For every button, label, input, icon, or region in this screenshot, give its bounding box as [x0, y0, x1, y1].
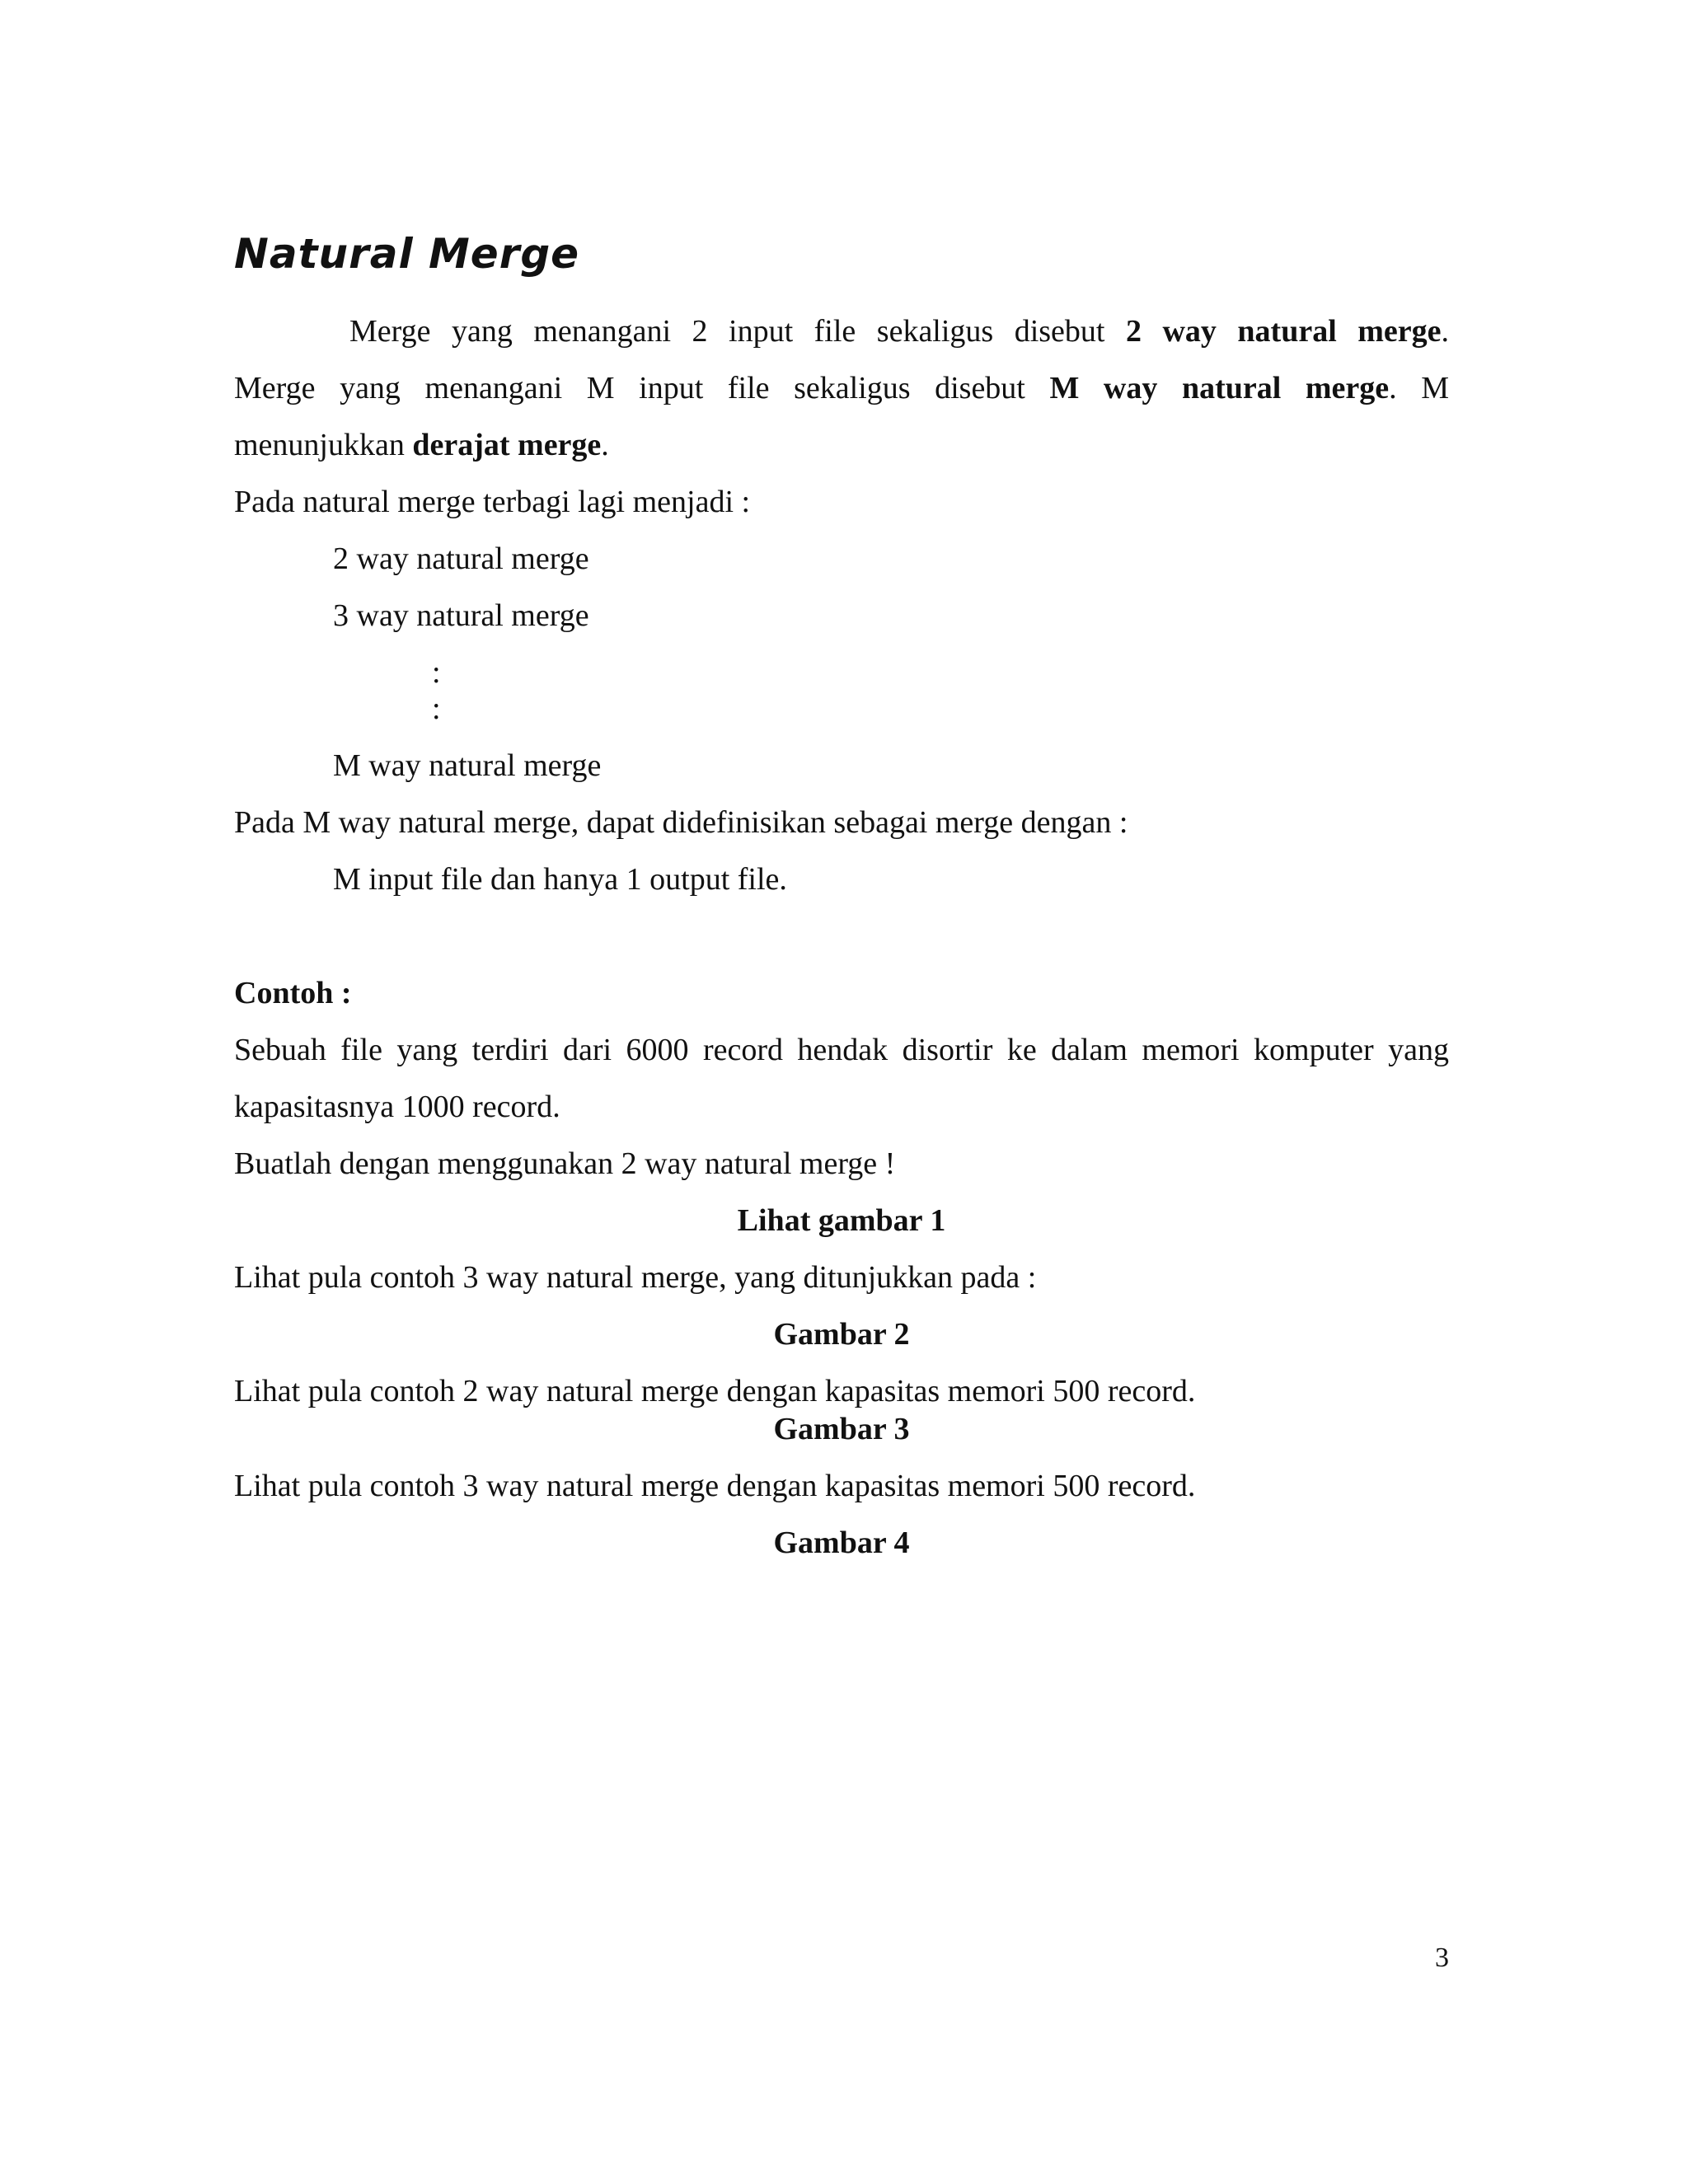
- text-run: .: [601, 428, 609, 462]
- text-run: menunjukkan: [234, 428, 405, 462]
- text-run: Merge yang menangani 2 input file sekaligus disebut: [349, 314, 1105, 349]
- paragraph-line-3: [234, 426, 609, 464]
- see-also-line-2: Lihat pula contoh 2 way natural merge dengan kapasitas memori 500 record.: [234, 1374, 1196, 1408]
- page-number: 3: [1435, 1943, 1449, 1973]
- example-text-line-1: Sebuah file yang terdiri dari 6000 record hendak disortir ke dalam memori komputer yang: [234, 1033, 1449, 1067]
- paragraph-line-2: [234, 369, 1449, 407]
- figure-reference-1: Lihat gambar 1: [737, 1203, 946, 1238]
- example-text-line-2: kapasitasnya 1000 record.: [234, 1090, 560, 1124]
- list-item: 2 way natural merge: [333, 541, 589, 576]
- figure-reference-4: Gambar 4: [773, 1526, 910, 1560]
- example-text-line-3: Buatlah dengan menggunakan 2 way natural merge !: [234, 1146, 896, 1181]
- page-title: Natural Merge: [234, 230, 580, 278]
- list-item: 3 way natural merge: [333, 598, 589, 633]
- definition-intro: Pada M way natural merge, dapat didefinisikan sebagai merge dengan :: [234, 805, 1128, 840]
- list-ellipsis: :: [432, 691, 441, 726]
- term-derajat-merge: derajat merge: [412, 428, 602, 462]
- figure-reference-3: Gambar 3: [773, 1412, 910, 1446]
- example-heading: Contoh :: [234, 976, 352, 1010]
- figure-reference-2: Gambar 2: [773, 1317, 910, 1352]
- term-m-way-natural-merge: M way natural merge: [1049, 371, 1390, 405]
- see-also-line-3: Lihat pula contoh 3 way natural merge dengan kapasitas memori 500 record.: [234, 1469, 1196, 1503]
- see-also-line-1: Lihat pula contoh 3 way natural merge, yang ditunjukkan pada :: [234, 1260, 1037, 1295]
- list-intro: Pada natural merge terbagi lagi menjadi :: [234, 485, 751, 519]
- definition-text: M input file dan hanya 1 output file.: [333, 862, 787, 897]
- text-run: Merge yang menangani M input file sekaligus disebut: [234, 371, 1025, 405]
- list-ellipsis: :: [432, 655, 441, 690]
- paragraph-line-1: [234, 312, 1449, 350]
- list-item: M way natural merge: [333, 748, 602, 783]
- term-2-way-natural-merge: 2 way natural merge: [1125, 314, 1442, 349]
- text-run: . M: [1389, 371, 1449, 405]
- text-run: .: [1441, 314, 1450, 349]
